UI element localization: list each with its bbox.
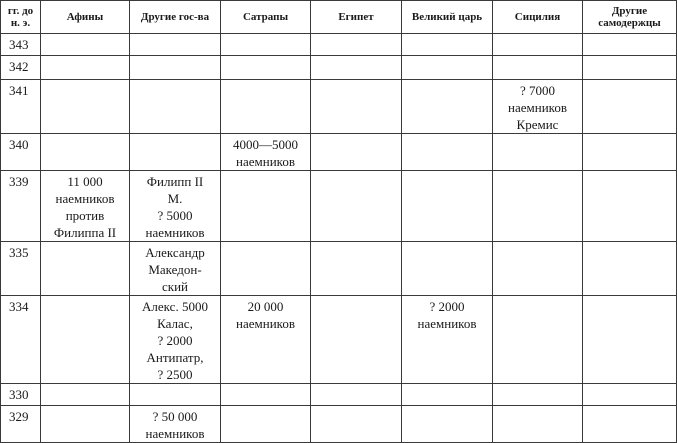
egypt-cell (311, 406, 402, 443)
year-cell: 330 (1, 384, 41, 406)
year-cell: 335 (1, 242, 41, 296)
great-king-cell (402, 56, 493, 80)
athens-cell (41, 134, 130, 171)
year-cell: 334 (1, 296, 41, 384)
satraps-cell: 4000—5000 наемников (221, 134, 311, 171)
year-cell: 343 (1, 34, 41, 56)
table-row (1, 242, 677, 296)
year-cell: 340 (1, 134, 41, 171)
great-king-cell (402, 242, 493, 296)
egypt-cell (311, 242, 402, 296)
other-states-cell (130, 56, 221, 80)
year-cell: 341 (1, 80, 41, 134)
other-states-cell (130, 134, 221, 171)
athens-cell: 11 000 наемников против Филиппа II (41, 171, 130, 242)
header-row (1, 1, 677, 34)
great-king-cell: ? 2000 наемников (402, 296, 493, 384)
satraps-cell (221, 171, 311, 242)
other-states-cell (130, 80, 221, 134)
satraps-cell (221, 384, 311, 406)
sicily-cell (493, 242, 583, 296)
athens-cell (41, 296, 130, 384)
other-autocrats-cell (583, 34, 677, 56)
great-king-cell (402, 34, 493, 56)
header-athens: Афины (41, 1, 130, 34)
satraps-cell (221, 406, 311, 443)
other-autocrats-cell (583, 384, 677, 406)
other-autocrats-cell (583, 242, 677, 296)
header-egypt: Египет (311, 1, 402, 34)
table-row (1, 171, 677, 242)
other-autocrats-cell (583, 56, 677, 80)
header-other-states: Другие гос-ва (130, 1, 221, 34)
satraps-cell (221, 242, 311, 296)
year-cell: 329 (1, 406, 41, 443)
athens-cell (41, 56, 130, 80)
egypt-cell (311, 134, 402, 171)
egypt-cell (311, 171, 402, 242)
other-states-cell: Филипп II М. ? 5000 наемников (130, 171, 221, 242)
egypt-cell (311, 80, 402, 134)
sicily-cell (493, 384, 583, 406)
satraps-cell: 20 000 наемников (221, 296, 311, 384)
other-states-cell: ? 50 000 наемников (130, 406, 221, 443)
great-king-cell (402, 384, 493, 406)
table-row (1, 384, 677, 406)
egypt-cell (311, 384, 402, 406)
table-row (1, 296, 677, 384)
satraps-cell (221, 56, 311, 80)
sicily-cell: ? 7000 наемников Кремис (493, 80, 583, 134)
sicily-cell (493, 171, 583, 242)
year-cell: 342 (1, 56, 41, 80)
athens-cell (41, 384, 130, 406)
great-king-cell (402, 80, 493, 134)
athens-cell (41, 80, 130, 134)
athens-cell (41, 406, 130, 443)
table-row (1, 406, 677, 443)
table-row (1, 80, 677, 134)
athens-cell (41, 34, 130, 56)
header-other-autocrats: Другие самодержцы (583, 1, 677, 34)
sicily-cell (493, 134, 583, 171)
header-great-king: Великий царь (402, 1, 493, 34)
other-autocrats-cell (583, 134, 677, 171)
other-states-cell: Александр Македон- ский (130, 242, 221, 296)
header-satraps: Сатрапы (221, 1, 311, 34)
great-king-cell (402, 134, 493, 171)
table-row (1, 56, 677, 80)
egypt-cell (311, 296, 402, 384)
year-cell: 339 (1, 171, 41, 242)
sicily-cell (493, 56, 583, 80)
other-states-cell (130, 384, 221, 406)
satraps-cell (221, 34, 311, 56)
header-sicily: Сицилия (493, 1, 583, 34)
table-row (1, 134, 677, 171)
table-row (1, 34, 677, 56)
satraps-cell (221, 80, 311, 134)
other-autocrats-cell (583, 80, 677, 134)
header-year: гг. до н. э. (1, 1, 41, 34)
great-king-cell (402, 171, 493, 242)
egypt-cell (311, 34, 402, 56)
other-autocrats-cell (583, 296, 677, 384)
egypt-cell (311, 56, 402, 80)
athens-cell (41, 242, 130, 296)
other-autocrats-cell (583, 171, 677, 242)
sicily-cell (493, 406, 583, 443)
sicily-cell (493, 34, 583, 56)
other-states-cell: Алекс. 5000 Калас, ? 2000 Антипатр, ? 2500 (130, 296, 221, 384)
other-states-cell (130, 34, 221, 56)
other-autocrats-cell (583, 406, 677, 443)
great-king-cell (402, 406, 493, 443)
sicily-cell (493, 296, 583, 384)
